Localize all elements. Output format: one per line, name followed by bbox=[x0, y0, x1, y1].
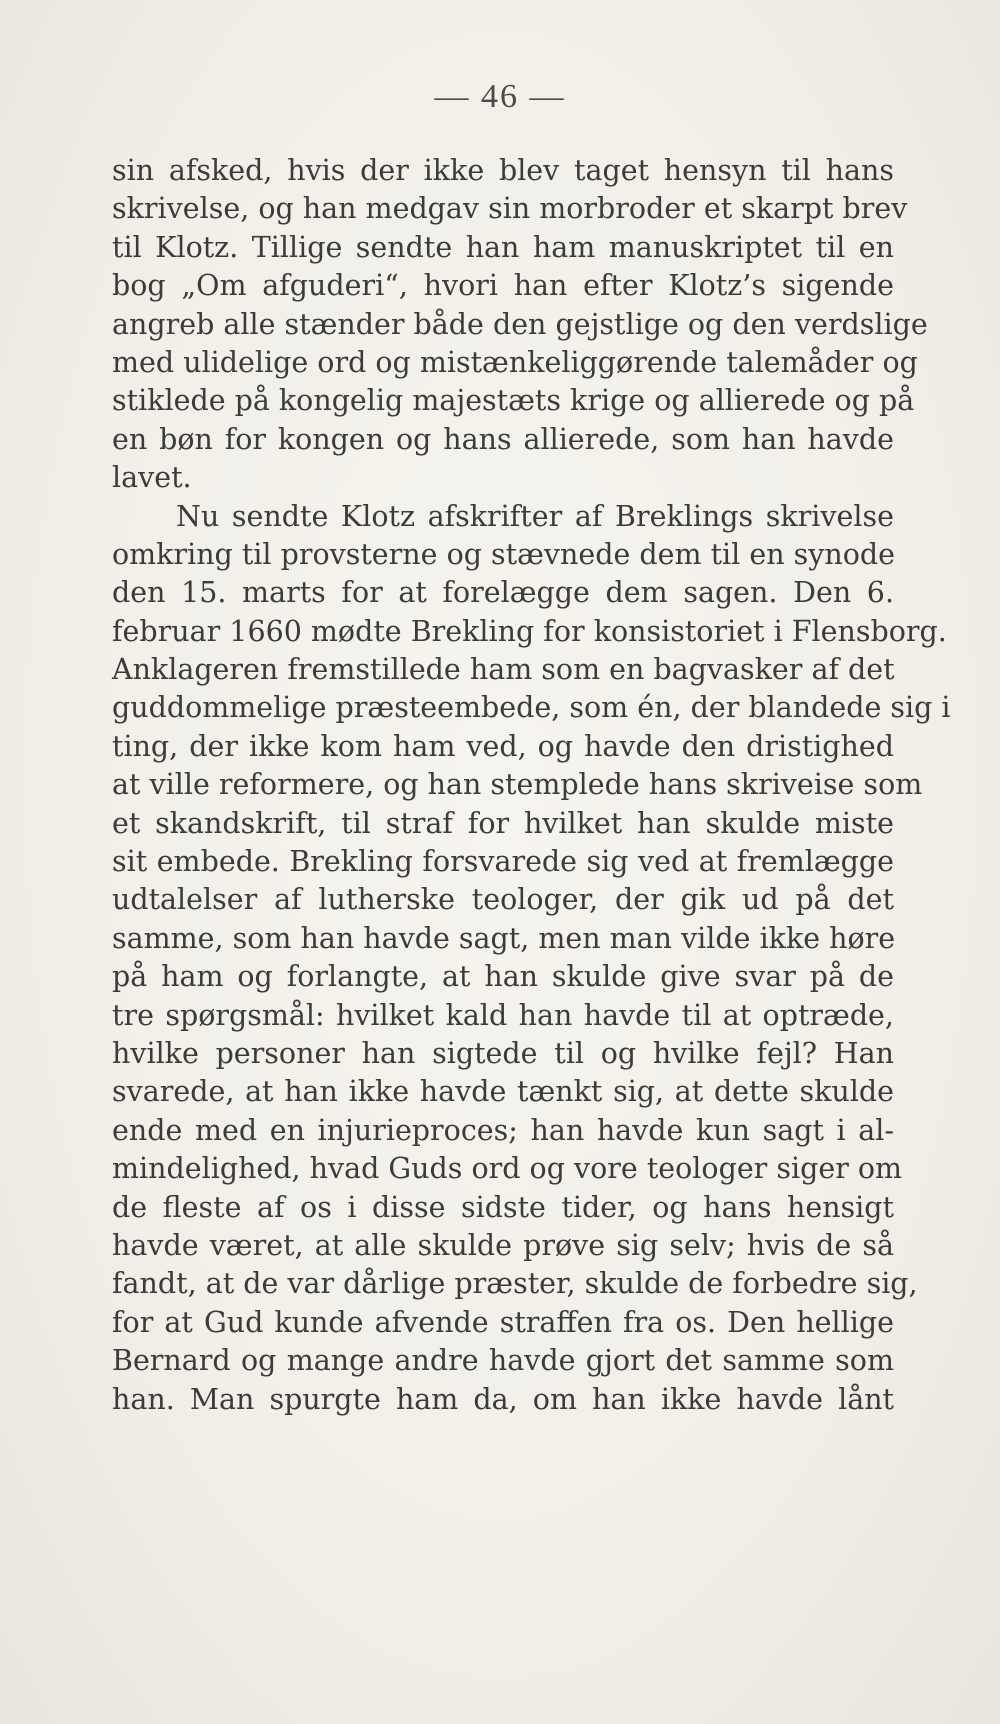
text-line: lavet. bbox=[112, 461, 192, 495]
paragraph bbox=[112, 152, 928, 498]
text-line: bog „Om afguderi“, hvori han efter Klotz’s sigende bbox=[112, 269, 894, 303]
text-line: for at Gud kunde afvende straffen fra os. Den hellige bbox=[112, 1305, 894, 1339]
text-line: de fleste af os i disse sidste tider, og hans hensigt bbox=[112, 1190, 894, 1224]
text-line: med ulidelige ord og mistænkeliggørende talemåder og bbox=[112, 345, 918, 379]
text-line: guddommelige præsteembede, som én, der blandede sig i bbox=[112, 691, 951, 725]
paragraph bbox=[112, 498, 951, 1419]
text-line: mindelighed, hvad Guds ord og vore teologer siger om bbox=[112, 1152, 903, 1186]
page-number: — 46 — bbox=[434, 78, 566, 115]
text-line: udtalelser af lutherske teologer, der gik ud på det bbox=[112, 883, 894, 917]
text-line: til Klotz. Tillige sendte han ham manuskriptet til en bbox=[112, 230, 894, 264]
text-line: samme, som han havde sagt, men man vilde ikke høre bbox=[112, 921, 896, 955]
text-line: omkring til provsterne og stævnede dem til en synode bbox=[112, 537, 895, 571]
text-line: sit embede. Brekling forsvarede sig ved at fremlægge bbox=[112, 845, 894, 879]
text-line: Anklageren fremstillede ham som en bagvasker af det bbox=[112, 653, 895, 687]
text-line: hvilke personer han sigtede til og hvilke fejl? Han bbox=[112, 1036, 894, 1070]
text-line: et skandskrift, til straf for hvilket han skulde miste bbox=[112, 806, 894, 840]
text-line: Bernard og mange andre havde gjort det samme som bbox=[112, 1344, 894, 1378]
text-line: angreb alle stænder både den gejstlige og den verdslige bbox=[112, 307, 928, 341]
text-line: tre spørgsmål: hvilket kald han havde til at optræde, bbox=[112, 998, 894, 1032]
text-line: havde været, at alle skulde prøve sig selv; hvis de så bbox=[112, 1228, 894, 1262]
text-line: at ville reformere, og han stemplede hans skriveise som bbox=[112, 768, 923, 802]
text-line: ende med en injurieproces; han havde kun sagt i al- bbox=[112, 1113, 894, 1147]
text-line: stiklede på kongelig majestæts krige og allierede og på bbox=[112, 384, 915, 418]
text-line: en bøn for kongen og hans allierede, som han havde bbox=[112, 422, 894, 456]
text-line: på ham og forlangte, at han skulde give svar på de bbox=[112, 960, 894, 994]
text-line: ting, der ikke kom ham ved, og havde den dristighed bbox=[112, 729, 894, 763]
text-line: han. Man spurgte ham da, om han ikke havde lånt bbox=[112, 1382, 894, 1416]
text-line: februar 1660 mødte Brekling for konsistoriet i Flensborg. bbox=[112, 614, 947, 648]
body-text bbox=[112, 152, 951, 1419]
text-line: den 15. marts for at forelægge dem sagen. Den 6. bbox=[112, 576, 894, 610]
text-line: Nu sendte Klotz afskrifter af Breklings skrivelse bbox=[176, 499, 894, 533]
text-line: fandt, at de var dårlige præster, skulde de forbedre sig, bbox=[112, 1267, 918, 1301]
text-line: sin afsked, hvis der ikke blev taget hensyn til hans bbox=[112, 154, 894, 187]
text-line: skrivelse, og han medgav sin morbroder et skarpt brev bbox=[112, 192, 908, 226]
text-line: svarede, at han ikke havde tænkt sig, at dette skulde bbox=[112, 1075, 894, 1109]
